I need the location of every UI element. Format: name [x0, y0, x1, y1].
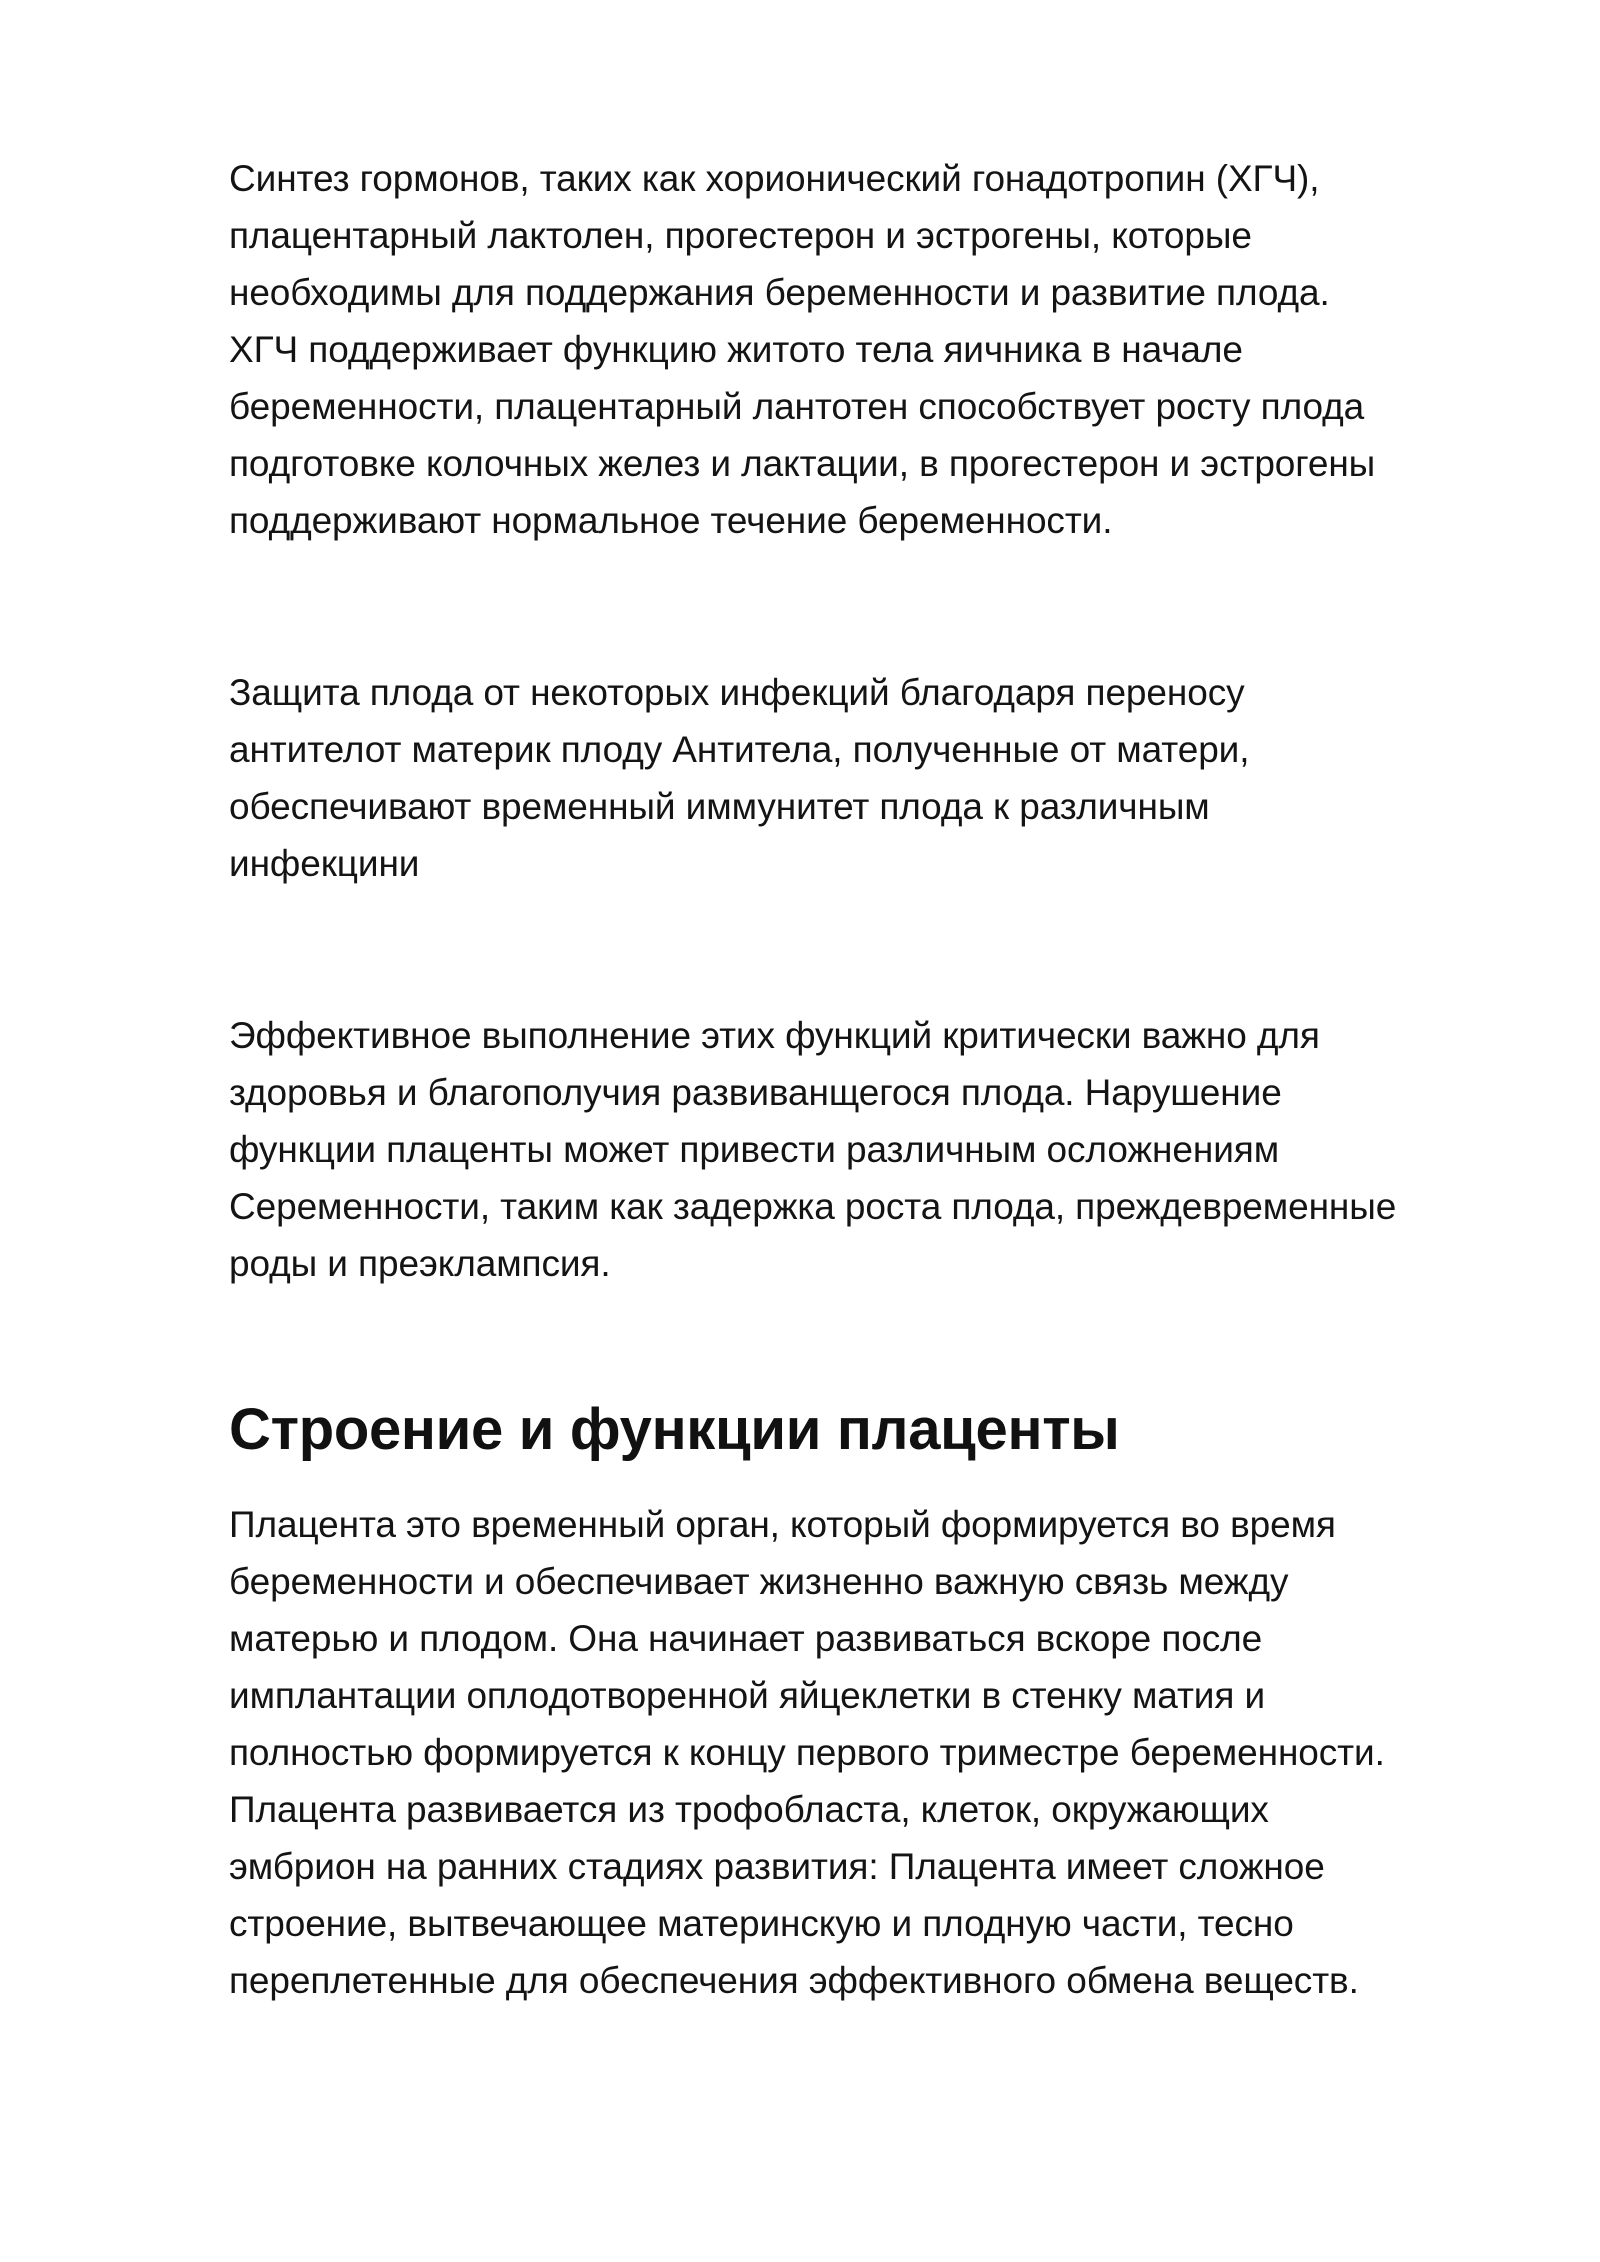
section-heading: Строение и функции плаценты	[229, 1397, 1120, 1462]
paragraph-function-importance: Эффективное выполнение этих функций критически важно для здоровья и благополучия развиванщегося плода. Нарушение функции плаценты может привести различным осложнениям Сеременности, таким как задержка роста плода, преждевременные роды и преэклампсия.	[229, 1015, 1397, 1284]
paragraph-fetal-protection: Защита плода от некоторых инфекций благодаря переносу антителот материк плоду Антитела, полученные от матери, обеспечивают временный иммунитет плода к различным инфекцини	[229, 672, 1250, 884]
paragraph-placenta-structure: Плацента это временный орган, который формируется во время беременности и обеспечивает жизненно важную связь между матерью и плодом. Она начинает развиваться вскоре после имплантации оплодотворенной яйцеклетки в стенку матия и полностью формируется к концу первого триместре беременности. Плацента развивается из трофобласта, клеток, окружающих эмбрион на ранних стадиях развития: Плацента имеет сложное строение, вытвечающее материнскую и плодную части, тесно переплетенные для обеспечения эффективного обмена веществ.	[229, 1504, 1385, 2001]
document-content	[229, 150, 1519, 2009]
paragraph-hormone-synthesis: Синтез гормонов, таких как хорионический гонадотропин (ХГЧ), плацентарный лактолен, прогестерон и эстрогены, которые необходимы для поддержания беременности и развитие плода. ХГЧ поддерживает функцию житото тела яичника в начале беременности, плацентарный лантотен способствует росту плода подготовке колочных желез и лактации, в прогестерон и эстрогены поддерживают нормальное течение беременности.	[229, 158, 1376, 541]
